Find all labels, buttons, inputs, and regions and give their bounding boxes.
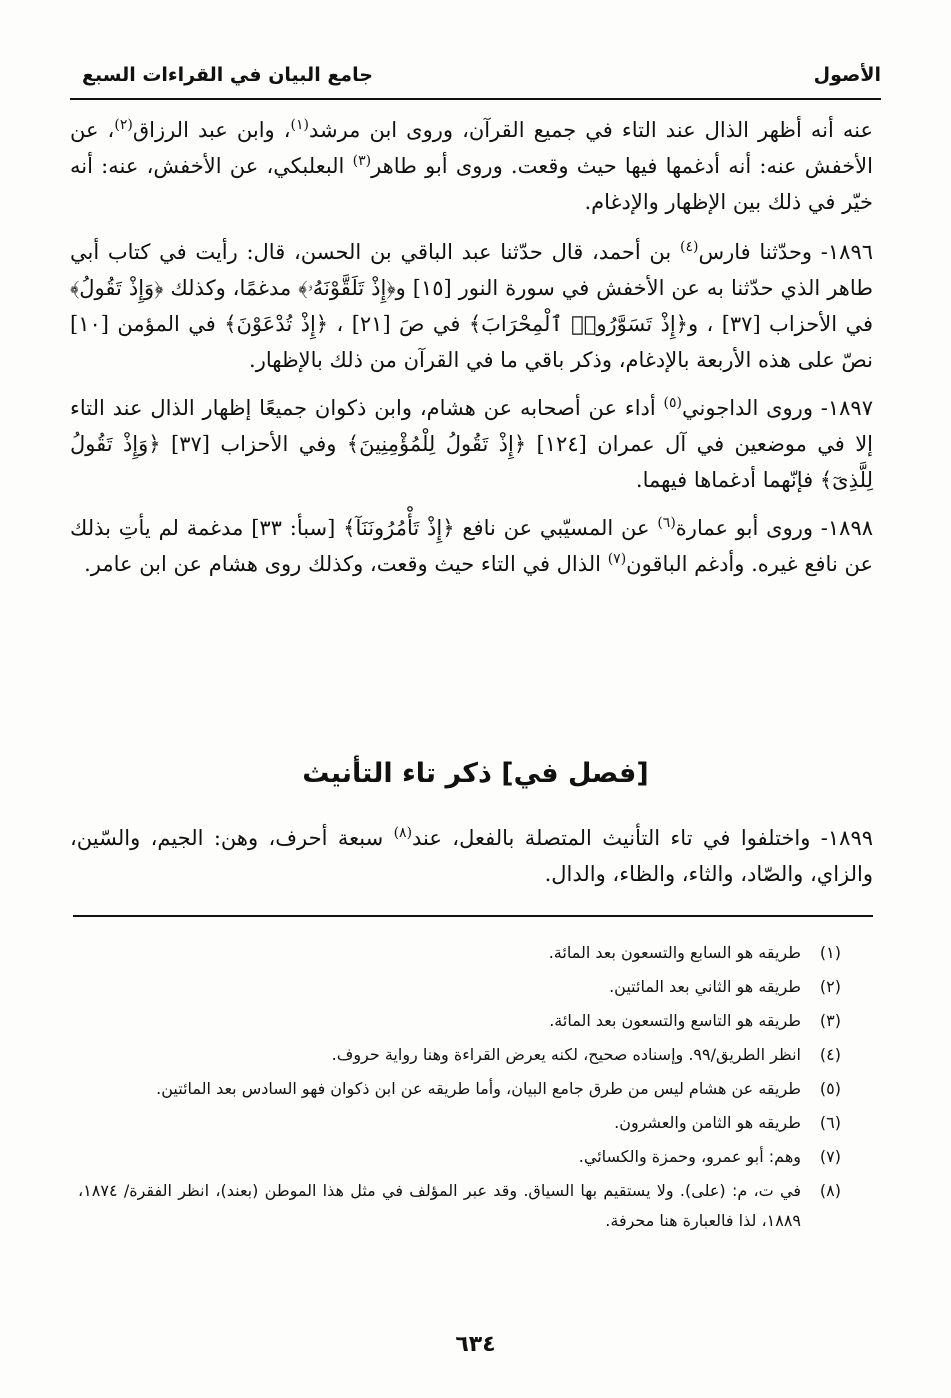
text-run: ١٨٩٨- وروى أبو عمارة — [675, 516, 874, 540]
text-run: أداء عن أصحابه عن هشام، وابن ذكوان جميعًا إظهار الذال عند التاء إلا في موضعين في آل عمران [١٢٤] — [70, 396, 874, 456]
footnote-text: انظر الطريق/٩٩. وإسناده صحيح، لكنه يعرض القراءة وهنا رواية حروف. — [331, 1045, 801, 1064]
footnote-ref: (٥) — [663, 395, 683, 411]
text-run: وفي الأحزاب [٣٧] — [160, 432, 347, 456]
text-run: البعلبكي، عن الأخفش، عنه: أنه خيّر في ذلك بين الإظهار والإدغام. — [70, 154, 873, 214]
quran-quote: ﴿إِذْ تُدْعَوْنَ﴾ — [224, 312, 329, 336]
footnote-number: (٤) — [819, 1045, 841, 1064]
text-run: مدغمًا، وكذلك — [163, 276, 299, 300]
text-run: سبعة أحرف، وهن: الجيم، والسّين، والزاي، والصّاد، والثاء، والظاء، والدال. — [70, 826, 873, 886]
footnote-ref: (٧) — [607, 551, 627, 567]
footnote — [78, 1108, 841, 1138]
text-run: عنه أنه أظهر الذال عند التاء في جميع القرآن، وروى ابن مرشد — [308, 118, 873, 142]
footnote-number: (٨) — [819, 1181, 841, 1200]
footnote — [78, 1176, 841, 1236]
footnote-ref: (٢) — [114, 117, 133, 133]
text-run: ١٨٩٧- وروى الداجوني — [682, 396, 873, 420]
text-run: ١٨٩٦- وحدّثنا فارس — [698, 240, 874, 264]
header-book-title: جامع البيان في القراءات السبع — [82, 64, 373, 86]
footnote-number: (٧) — [819, 1147, 841, 1166]
footnote-ref: (١) — [290, 117, 309, 133]
footnote — [78, 938, 841, 968]
text-run: في صَ [٢١] ، — [328, 312, 469, 336]
paragraph-continuation — [70, 112, 873, 220]
footnote-ref: (٤) — [679, 239, 699, 255]
text-run: ١٨٩٩- واختلفوا في تاء التأنيث المتصلة بالفعل، عند — [412, 826, 874, 850]
footnote — [78, 1040, 841, 1070]
section-heading: [فصل في] ذكر تاء التأنيث — [302, 758, 649, 789]
paragraph-1899 — [70, 820, 873, 892]
footnote-number: (٣) — [819, 1011, 841, 1030]
quran-quote: ﴿إِذْ تَسَوَّرُوا۟ ٱلْمِحْرَابَ﴾ — [468, 312, 688, 336]
text-run: [سبأ: ٣٣] مدغمة لم يأتِ بذلك عن نافع غيره. وأدغم الباقون — [70, 516, 873, 576]
paragraph-1898 — [70, 510, 873, 582]
footnote-text: وهم: أبو عمرو، وحمزة والكسائي. — [578, 1147, 801, 1166]
text-run: الذال في التاء حيث وقعت، وكذلك روى هشام عن ابن عامر. — [84, 552, 608, 576]
footnote-text: طريقه هو الثامن والعشرون. — [614, 1113, 801, 1132]
header-chapter-title: الأصول — [813, 64, 881, 86]
text-run: عن المسيّبي عن نافع — [454, 516, 658, 540]
text-run: ، عن الأخفش عنه: أنه أدغمها فيها حيث وقعت. وروى أبو طاهر — [70, 118, 873, 178]
page-number: ٦٣٤ — [455, 1332, 496, 1357]
footnote-text: طريقه هو السابع والتسعون بعد المائة. — [548, 943, 801, 962]
footnote-text: طريقه هو الثاني بعد المائتين. — [609, 977, 801, 996]
running-header — [82, 58, 881, 98]
footnote — [78, 1074, 841, 1104]
text-run: في المؤمن [١٠] نصّ على هذه الأربعة بالإدغام، وذكر باقي ما في القرآن من ذلك بالإظهار. — [70, 312, 873, 372]
quran-quote: ﴿إِذْ تَقُولُ لِلْمُؤْمِنِينَ﴾ — [346, 432, 527, 456]
quran-quote: ﴿إِذْ تَلَقَّوْنَهُۥ﴾ — [298, 276, 396, 300]
paragraph-1897 — [70, 390, 873, 498]
footnote-number: (١) — [819, 943, 841, 962]
quran-quote: ﴿إِذْ تَأْمُرُونَنَآ﴾ — [343, 516, 455, 540]
footnote-number: (٦) — [819, 1113, 841, 1132]
footnote — [78, 1142, 841, 1172]
footnote-text: طريقه هو التاسع والتسعون بعد المائة. — [549, 1011, 801, 1030]
quran-quote: ﴿وَإِذْ تَقُولُ﴾ — [70, 276, 164, 300]
footnote-ref: (٨) — [393, 825, 413, 841]
footnote-number: (٢) — [819, 977, 841, 996]
main-text-continued — [70, 820, 873, 892]
footnote-ref: (٣) — [352, 153, 372, 169]
main-text — [70, 112, 873, 594]
text-run: فإنّهما أدغماها فيهما. — [635, 468, 820, 492]
text-run: ، وابن عبد الرزاق — [132, 118, 291, 142]
text-run: في الأحزاب [٣٧] ، و — [687, 312, 873, 336]
footnotes — [78, 938, 841, 1240]
footnote — [78, 1006, 841, 1036]
paragraph-1896 — [70, 234, 873, 378]
footnote — [78, 972, 841, 1002]
footnote-ref: (٦) — [657, 515, 676, 531]
footnote-text: طريقه عن هشام ليس من طرق جامع البيان، وأما طريقه عن ابن ذكوان فهو السادس بعد المائتين. — [156, 1079, 801, 1098]
footnote-number: (٥) — [819, 1079, 841, 1098]
footnote-text: في ت، م: (على). ولا يستقيم بها السياق. وقد عبر المؤلف في مثل هذا الموطن (بعند)، انظر الفقرة/ ١٨٧٤، ١٨٨٩، لذا فالعبارة هنا محرفة. — [78, 1181, 801, 1230]
quran-quote: ﴿وَإِذْ تَقُولُ لِلَّذِىٓ﴾ — [70, 432, 873, 492]
header-divider — [70, 98, 881, 100]
text-run: بن أحمد، قال حدّثنا عبد الباقي بن الحسن، قال: رأيت في كتاب أبي طاهر الذي حدّثنا به عن الأخفش في سورة النور [١٥] و — [70, 240, 873, 300]
footnote-divider — [73, 915, 873, 917]
